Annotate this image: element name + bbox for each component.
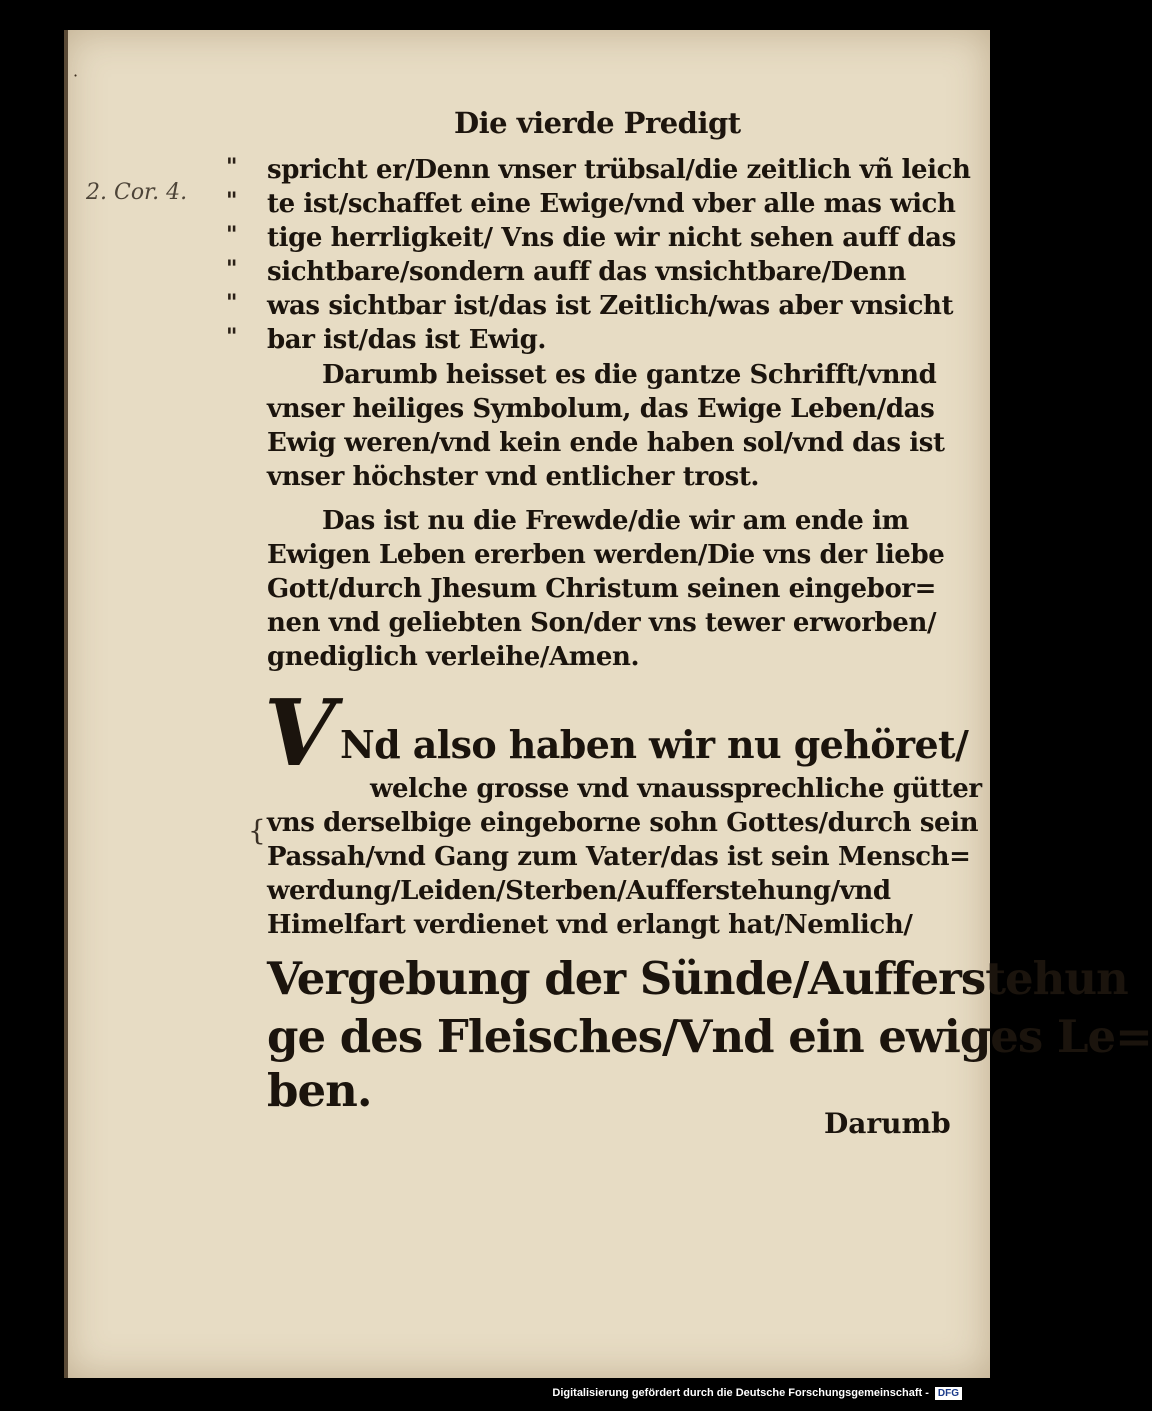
quote-line — [226, 154, 971, 190]
paragraph-line: Gott/durch Jhesum Christum seinen eingebor= — [267, 574, 937, 604]
huge-type-line: ben. — [267, 1064, 372, 1117]
credit-text: Digitalisierung gefördert durch die Deutsche Forschungsgemeinschaft - — [552, 1387, 929, 1399]
page-gutter-edge — [64, 30, 68, 1378]
quote-text: tige herrligkeit/ Vns die wir nicht sehen auff das — [267, 223, 956, 253]
book-page — [64, 30, 1152, 1378]
paragraph-line: Himelfart verdienet vnd erlangt hat/Nemlich/ — [267, 910, 913, 940]
paragraph-line: vnser heiliges Symbolum, das Ewige Leben/das — [267, 394, 935, 424]
margin-bracket-mark: { — [248, 814, 266, 847]
dfg-logo: DFG — [935, 1387, 962, 1400]
quote-text: sichtbare/sondern auff das vnsichtbare/Denn — [267, 257, 906, 287]
paragraph-line: Ewig weren/vnd kein ende haben sol/vnd das ist — [267, 428, 945, 458]
huge-type-line: Vergebung der Sünde/Aufferstehun — [267, 952, 1128, 1005]
paragraph-line: vnser höchster vnd entlicher trost. — [267, 462, 760, 492]
paragraph-line: Passah/vnd Gang zum Vater/das ist sein Mensch= — [267, 842, 971, 872]
tick-mark: · — [73, 66, 79, 85]
quote-mark: " — [226, 222, 238, 248]
quote-line — [226, 324, 964, 360]
quote-mark: " — [226, 188, 238, 214]
paragraph-line: Darumb heisset es die gantze Schrifft/vnnd — [322, 360, 937, 390]
quote-text: te ist/schaffet eine Ewige/vnd vber alle mas wich — [267, 189, 956, 219]
large-type-line: Nd also haben wir nu gehöret/ — [340, 722, 969, 767]
quote-mark: " — [226, 290, 238, 316]
quote-text: spricht er/Denn vnser trübsal/die zeitlich vñ leich — [267, 155, 971, 185]
margin-note-handwritten: 2. Cor. 4. — [86, 180, 188, 205]
huge-type-line: ge des Fleisches/Vnd ein ewiges Le= — [267, 1010, 1152, 1063]
quote-line — [226, 256, 964, 292]
quote-line — [226, 222, 964, 258]
decorated-initial: V — [264, 679, 336, 787]
paragraph-line: nen vnd geliebten Son/der vns tewer erworben/ — [267, 608, 937, 638]
digitization-credit — [552, 1385, 962, 1401]
paragraph-line: welche grosse vnd vnaussprechliche gütter — [370, 774, 982, 804]
catchword: Darumb — [824, 1107, 951, 1140]
paragraph-line: gnediglich verleihe/Amen. — [267, 642, 640, 672]
paragraph-line: Das ist nu die Frewde/die wir am ende im — [322, 506, 909, 536]
running-header: Die vierde Predigt — [454, 106, 741, 140]
quote-text: was sichtbar ist/das ist Zeitlich/was aber vnsicht — [267, 291, 954, 321]
quote-mark: " — [226, 154, 238, 180]
quote-line — [226, 188, 964, 224]
paragraph-line: Ewigen Leben ererben werden/Die vns der liebe — [267, 540, 945, 570]
paragraph-line: vns derselbige eingeborne sohn Gottes/durch sein — [267, 808, 979, 838]
paragraph-line: werdung/Leiden/Sterben/Aufferstehung/vnd — [267, 876, 891, 906]
quote-mark: " — [226, 324, 238, 350]
quote-mark: " — [226, 256, 238, 282]
quote-text: bar ist/das ist Ewig. — [267, 325, 546, 355]
quote-line — [226, 290, 964, 326]
